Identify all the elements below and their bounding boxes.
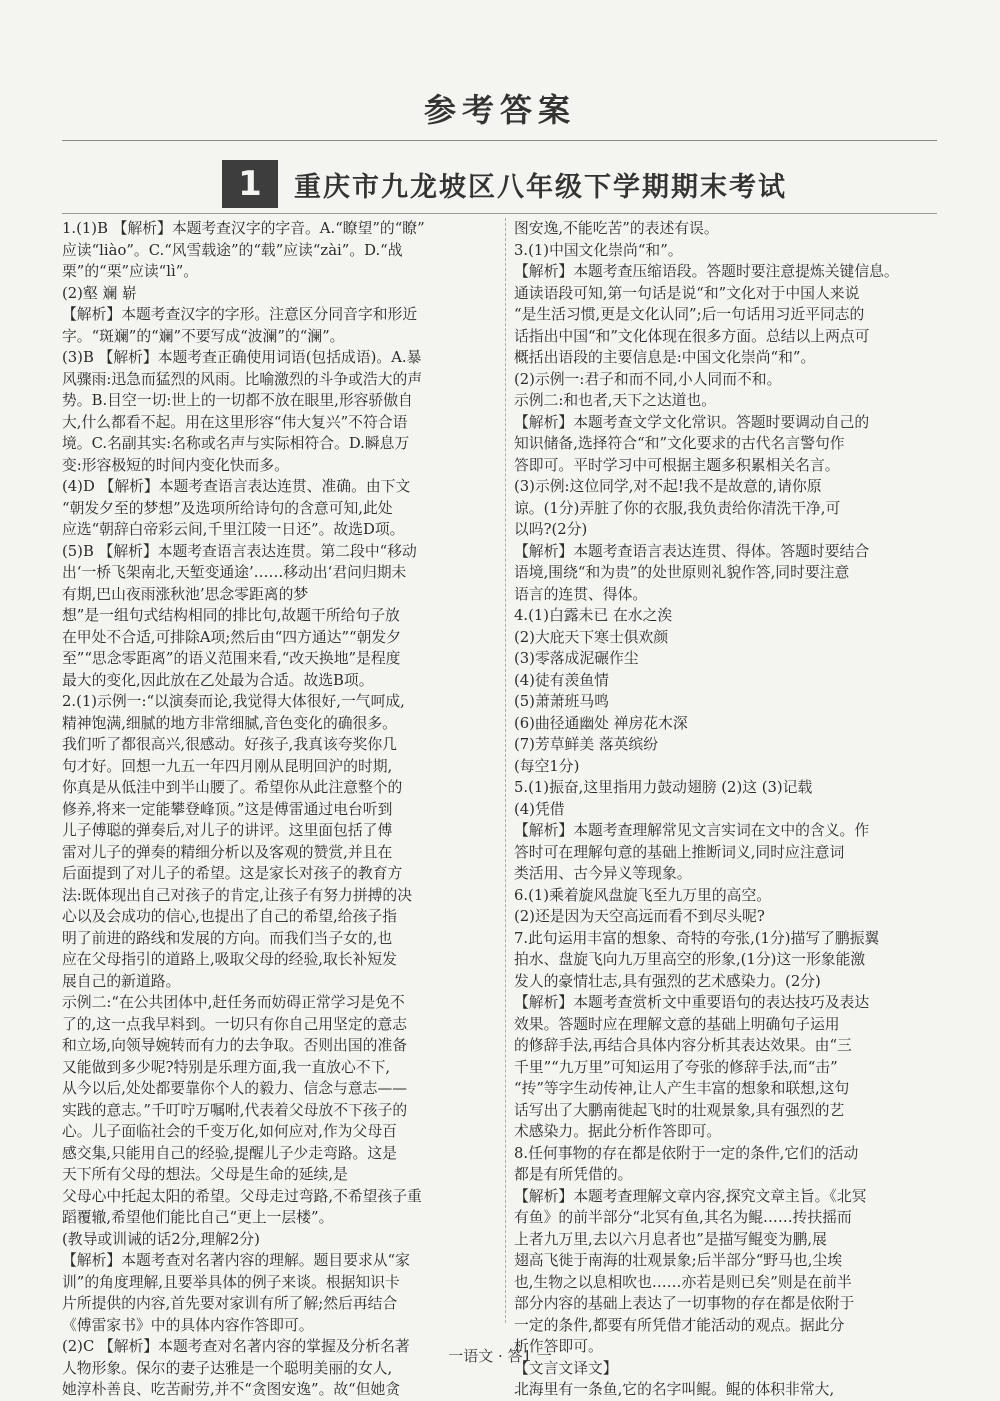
answer-line: 心以及会成功的信心,也提出了自己的希望,给孩子指 bbox=[62, 908, 397, 925]
exam-title: 重庆市九龙坡区八年级下学期期末考试 bbox=[294, 171, 787, 203]
answer-line: 你真是从低洼中到半山腰了。希望你从此注意整个的 bbox=[62, 779, 403, 796]
answer-line: 知识储备,选择符合“和”文化要求的古代名言警句作 bbox=[514, 435, 845, 452]
answer-line: 拍水、盘旋飞向九万里高空的形象,(1分)这一形象能激 bbox=[514, 951, 866, 968]
answer-line: “朝发夕至的梦想”及选项所给诗句的含意可知,此处 bbox=[62, 499, 393, 517]
answer-line: (教导或训诫的话2分,理解2分) bbox=[62, 1230, 260, 1248]
answer-line: 语言的连贯、得体。 bbox=[514, 585, 648, 603]
answer-line: “抟”等字生动传神,让人产生丰富的想象和联想,这句 bbox=[514, 1080, 850, 1097]
answer-line: (3)零落成泥碾作尘 bbox=[514, 650, 639, 667]
answer-line: 至”“思念零距离”的语义范围来看,“改天换地”是程度 bbox=[62, 650, 401, 667]
answer-line: 心。儿子面临社会的千变万化,如何应对,作为父母百 bbox=[62, 1123, 397, 1140]
answer-line: 【解析】本题考查压缩语段。答题时要注意提炼关键信息。 bbox=[514, 263, 899, 280]
answer-line: 图安逸,不能吃苦”的表述有误。 bbox=[514, 220, 719, 237]
answer-line: 2.(1)示例一:“以演奏而论,我觉得大体很好,一气呵成, bbox=[62, 693, 405, 710]
answer-line: 从今以后,处处都要靠你个人的毅力、信念与意志—— bbox=[62, 1080, 408, 1097]
answer-line: 谅。(1分)弄脏了你的衣服,我负责给你清洗干净,可 bbox=[514, 499, 841, 517]
answer-line: (7)芳草鲜美 落英缤纷 bbox=[514, 736, 659, 753]
answer-line: 8.任何事物的存在都是依附于一定的条件,它们的活动 bbox=[514, 1144, 859, 1162]
answer-line: 【解析】本题考查对名著内容的理解。题目要求从“家 bbox=[62, 1252, 410, 1269]
answer-line: 翅高飞徙于南海的壮观景象;后半部分“野马也,尘埃 bbox=[514, 1252, 842, 1269]
answer-line: 发人的豪情壮志,具有强烈的艺术感染力。(2分) bbox=[514, 972, 821, 990]
answer-line: 境。C.名副其实:名称或名声与实际相符合。D.瞬息万 bbox=[62, 435, 410, 452]
answer-line: (5)萧萧班马鸣 bbox=[514, 693, 609, 710]
answer-line: 【解析】本题考查汉字的字形。注意区分同音字和形近 bbox=[62, 306, 418, 323]
answer-line: 最大的变化,因此放在乙处最为合适。故选B项。 bbox=[62, 671, 374, 689]
answer-line: 栗”的“栗”应读“lì”。 bbox=[62, 263, 199, 280]
exam-number-badge: 1 bbox=[222, 160, 278, 208]
answer-line: 训”的角度理解,且要举具体的例子来谈。根据知识卡 bbox=[62, 1273, 400, 1291]
answer-line: 句才好。回想一九五一年四月刚从昆明回沪的时期, bbox=[62, 757, 393, 775]
answer-line: 应在父母指引的道路上,吸取父母的经验,取长补短发 bbox=[62, 951, 397, 968]
answer-line: 有鱼》的前半部分“北冥有鱼,其名为鲲……抟扶摇而 bbox=[514, 1209, 852, 1226]
answer-line: 【解析】本题考查语言表达连贯、得体。答题时要结合 bbox=[514, 542, 870, 560]
answer-line: 儿子傅聪的弹奏后,对儿子的讲评。这里面包括了傅 bbox=[62, 822, 393, 839]
answer-line: 有期,巴山夜雨涨秋池’思念零距离的梦 bbox=[62, 585, 309, 603]
answer-line: 【文言文译文】 bbox=[514, 1359, 618, 1377]
page-footer: 一语文 · 答1 一 bbox=[448, 1347, 552, 1365]
answer-line: 一定的条件,都要有所凭借才能活动的观点。据此分 bbox=[514, 1316, 845, 1334]
answer-line: (4)D 【解析】本题考查语言表达连贯、准确。由下文 bbox=[62, 478, 411, 495]
answer-line: (4)徒有羡鱼情 bbox=[514, 671, 609, 689]
answer-line: 后面提到了对儿子的希望。这是家长对孩子的教育方 bbox=[62, 865, 403, 882]
answer-line: 6.(1)乘着旋风盘旋飞至九万里的高空。 bbox=[514, 886, 772, 904]
answer-line: 天下所有父母的想法。父母是生命的延续,是 bbox=[62, 1166, 348, 1183]
answer-line: 析作答即可。 bbox=[514, 1338, 603, 1355]
answer-line: 她淳朴善良、吃苦耐劳,并不“贪图安逸”。故“但她贪 bbox=[62, 1381, 401, 1398]
title-divider bbox=[62, 140, 937, 141]
answer-line: 概括出语段的主要信息是:中国文化崇尚“和”。 bbox=[514, 349, 816, 366]
answer-line: 示例二:和也者,天下之达道也。 bbox=[514, 392, 717, 409]
page-title: 参考答案 bbox=[423, 91, 576, 129]
answer-line: 的修辞手法,再结合具体内容分析其表达效果。由“三 bbox=[514, 1037, 852, 1054]
answer-line: 想”是一组句式结构相同的排比句,故题干所给句子放 bbox=[62, 607, 400, 624]
answer-line: 父母心中托起太阳的希望。父母走过弯路,不希望孩子重 bbox=[62, 1187, 422, 1205]
answer-line: (每空1分) bbox=[514, 757, 580, 775]
answer-line: 修养,将来一定能攀登峰顶。”这是傅雷通过电台听到 bbox=[62, 800, 393, 818]
answer-line: 法:既体现出自己对孩子的肯定,让孩子有努力拼搏的决 bbox=[62, 886, 413, 904]
answer-line: (4)凭借 bbox=[514, 800, 565, 818]
answer-line: (5)B 【解析】本题考查语言表达连贯。第二段中“移动 bbox=[62, 542, 417, 560]
answer-line: (6)曲径通幽处 禅房花木深 bbox=[514, 714, 688, 732]
answer-line: 应选“朝辞白帝彩云间,千里江陵一日还”。故选D项。 bbox=[62, 521, 405, 538]
answer-line: 也,生物之以息相吹也……亦若是则已矣”则是在前半 bbox=[514, 1273, 852, 1291]
answer-line: 明了前进的路线和发展的方向。而我们当子女的,也 bbox=[62, 929, 393, 947]
answer-line: 都是有所凭借的。 bbox=[514, 1166, 633, 1183]
answer-line: 1.(1)B 【解析】本题考查汉字的字音。A.“瞭望”的“瞭” bbox=[62, 220, 425, 237]
answer-line: 大,什么都看不起。用在这里形容“伟大复兴”不符合语 bbox=[62, 413, 408, 431]
answer-line: (2)还是因为天空高远而看不到尽头呢? bbox=[514, 908, 765, 925]
answer-line: 示例二:“在公共团体中,赶任务而妨碍正常学习是免不 bbox=[62, 994, 405, 1011]
answer-line: (2)示例一:君子和而不同,小人同而不和。 bbox=[514, 370, 782, 388]
answer-line: 感交集,只能用自己的经验,提醒儿子少走弯路。这是 bbox=[62, 1144, 397, 1162]
answer-line: 效果。答题时应在理解文意的基础上明确句子运用 bbox=[514, 1015, 840, 1033]
answer-line: 《傅雷家书》中的具体内容作答即可。 bbox=[62, 1316, 314, 1334]
answer-line: 人物形象。保尔的妻子达雅是一个聪明美丽的女人, bbox=[62, 1359, 393, 1377]
answer-line: 答即可。平时学习中可根据主题多积累相关名言。 bbox=[514, 456, 840, 474]
answer-line: 字。“斑斓”的“斓”不要写成“波澜”的“澜”。 bbox=[62, 327, 345, 345]
answer-line: (2)C 【解析】本题考查对名著内容的掌握及分析名著 bbox=[62, 1338, 410, 1355]
answer-line: 部分内容的基础上表达了一切事物的存在都是依附于 bbox=[514, 1295, 855, 1312]
answer-line: 4.(1)白露未已 在水之涘 bbox=[514, 607, 673, 624]
answer-line: 风骤雨:迅急而猛烈的风雨。比喻激烈的斗争或浩大的声 bbox=[62, 370, 423, 388]
answer-line: (3)示例:这位同学,对不起!我不是故意的,请你原 bbox=[514, 478, 822, 495]
answer-line: “是生活习惯,更是文化认同”;后一句话用习近平同志的 bbox=[514, 306, 865, 323]
answer-line: 又能做到多少呢?特别是乐理方面,我一直放心不下, bbox=[62, 1058, 391, 1076]
answer-line: 上者九万里,去以六月息者也”是描写鲲变为鹏,展 bbox=[514, 1230, 827, 1248]
answer-line: 【解析】本题考查赏析文中重要语句的表达技巧及表达 bbox=[514, 994, 870, 1011]
answer-column-right bbox=[514, 218, 950, 1401]
answer-line: 实践的意志。”千叮咛万嘱咐,代表着父母放不下孩子的 bbox=[62, 1101, 408, 1119]
answer-line: 蹈覆辙,希望他们能比自己“更上一层楼”。 bbox=[62, 1209, 334, 1226]
answer-line: 出‘一桥飞架南北,天堑变通途’……移动出‘君问归期未 bbox=[62, 564, 407, 581]
exam-header bbox=[222, 160, 787, 208]
answer-line: (2)大庇天下寒士俱欢颜 bbox=[514, 628, 669, 646]
header-divider bbox=[62, 213, 937, 214]
answer-line: 术感染力。据此分析作答即可。 bbox=[514, 1123, 722, 1140]
answer-line: 【解析】本题考查文学文化常识。答题时要调动自己的 bbox=[514, 413, 870, 431]
answer-line: 答时可在理解句意的基础上推断词义,同时应注意词 bbox=[514, 843, 845, 861]
answer-line: (2)壑 斓 崭 bbox=[62, 284, 137, 302]
answer-line: 通读语段可知,第一句话是说“和”文化对于中国人来说 bbox=[514, 284, 860, 302]
answer-line: (3)B 【解析】本题考查正确使用词语(包括成语)。A.暴 bbox=[62, 349, 422, 366]
answer-line: 精神饱满,细腻的地方非常细腻,音色变化的确很多。 bbox=[62, 714, 397, 732]
answer-line: 语境,围绕“和为贵”的处世原则礼貌作答,同时要注意 bbox=[514, 564, 850, 581]
answer-line: 【解析】本题考查理解文章内容,探究文章主旨。《北冥 bbox=[514, 1187, 867, 1205]
answer-column-left bbox=[62, 218, 498, 1401]
answer-line: 在甲处不合适,可排除A项;然后由“四方通达”“朝发夕 bbox=[62, 628, 402, 646]
answer-line: 雷对儿子的弹奏的精细分析以及客观的赞赏,并且在 bbox=[62, 843, 393, 861]
answer-line: 和立场,向领导婉转而有力的去争取。否则出国的准备 bbox=[62, 1037, 408, 1054]
answer-line: 【解析】本题考查理解常见文言实词在文中的含义。作 bbox=[514, 822, 870, 839]
answer-line: 势。B.目空一切:世上的一切都不放在眼里,形容骄傲自 bbox=[62, 392, 413, 409]
answer-line: 话写出了大鹏南徙起飞时的壮观景象,具有强烈的艺 bbox=[514, 1101, 845, 1119]
answer-line: 5.(1)振奋,这里指用力鼓动翅膀 (2)这 (3)记载 bbox=[514, 779, 813, 796]
answer-line: 了的,这一点我早料到。一切只有你自己用坚定的意志 bbox=[62, 1015, 408, 1033]
answer-line: 片所提供的内容,首先要对家训有所了解;然后再结合 bbox=[62, 1295, 398, 1312]
answer-line: 展自己的新道路。 bbox=[62, 972, 181, 990]
answer-line: 话指出中国“和”文化体现在很多方面。总结以上两点可 bbox=[514, 327, 870, 345]
column-divider bbox=[505, 218, 506, 1323]
answer-line: 我们听了都很高兴,很感动。好孩子,我真该夸奖你几 bbox=[62, 736, 397, 753]
answer-line: 北海里有一条鱼,它的名字叫鲲。鲲的体积非常大, bbox=[514, 1381, 835, 1398]
answer-line: 以吗?(2分) bbox=[514, 521, 588, 538]
answer-line: 7.此句运用丰富的想象、奇特的夸张,(1分)描写了鹏振翼 bbox=[514, 929, 880, 947]
answer-line: 变:形容极短的时间内变化快而多。 bbox=[62, 456, 289, 474]
answer-line: 3.(1)中国文化崇尚“和”。 bbox=[514, 241, 683, 259]
answer-line: 类活用、古今异义等现象。 bbox=[514, 865, 692, 882]
answer-line: 应读“liào”。C.“风雪载途”的“载”应读“zài”。D.“战 bbox=[62, 241, 403, 259]
answer-line: 千里”“九万里”可知运用了夸张的修辞手法,而“击” bbox=[514, 1058, 838, 1076]
